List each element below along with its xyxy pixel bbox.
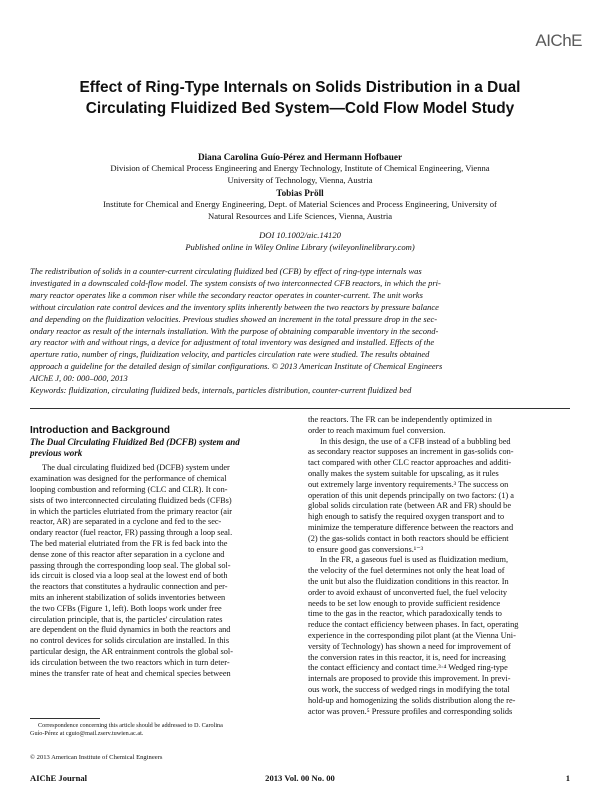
text-line: examination was designed for the performance of chemical [30,474,227,484]
left-column [30,415,292,679]
text-line: Keywords: fluidization, circulating fluidized beds, internals, particles distribution, counter-current fluidized bed [30,385,412,396]
text-line: dense zone of this reactor after separation in a cyclone and [30,549,225,559]
text-line: reduce the contact efficiency between phases. In fact, operating [308,620,519,630]
copyright-notice: © 2013 American Institute of Chemical Engineers [30,754,163,761]
text-line: sists of two interconnected circulating fluidized beds (CFBs) [30,495,232,505]
subsection-line: The Dual Circulating Fluidized Bed (DCFB) system and [30,437,240,447]
text-line: (2) the gas-solids contact in both reactors should be efficient [308,533,509,543]
text-line: approach a guideline for the detailed design of similar configurations. © 2013 American Institute of Chemical Engineers [30,361,443,372]
text-line: hold-up and homogenizing the solids distribution along the re- [308,695,516,705]
text-line: time to the gas in the reactor, which paradoxically tends to [308,609,502,619]
affiliation-line: Division of Chemical Process Engineering and Energy Technology, Institute of Chemical Engineering, Vienna [110,163,490,173]
text-line: in which the particles elutriated from the primary reactor (air [30,506,233,516]
footnote-line: Guío-Pérez at cguio@mail.zserv.tuwien.ac.at. [30,730,144,738]
text-line: ondary reactor as result of the internals installation. With the purpose of obtaining comparable inventory in the second- [30,325,439,336]
right-body-text [308,415,570,717]
text-line: minimize the temperature difference between the reactors and [308,522,514,532]
text-line: mary reactor operates like a common riser while the secondary reactor operates in counter-current. The unit works [30,289,423,300]
doi[interactable]: DOI 10.1002/aic.14120 [259,230,341,240]
text-line: internals are proposed to provide this improvement. In previ- [308,674,511,684]
text-line: mits an inherent stabilization of solids inventories between [30,592,226,602]
text-line: The dual circulating fluidized bed (DCFB) system under [42,463,230,473]
text-line: ous work, the success of wedged rings in modifying the total [308,684,510,694]
authors-primary: Diana Carolina Guío-Pérez and Hermann Hofbauer [197,152,403,162]
text-line: global solids circulation rate (between AR and FR) should be [308,501,512,511]
doi-block [30,230,570,254]
footer-journal: AIChE Journal [30,773,88,783]
journal-brand: AIChE [535,31,582,50]
footer-page-number: 1 [565,773,570,783]
section-heading: Introduction and Background [30,425,170,436]
text-line: the reactors that constitutes a hydraulic connection and per- [30,582,228,592]
footnote-divider [30,718,100,719]
text-line: the reactors. The FR can be independently optimized in [308,415,492,424]
text-line: The redistribution of solids in a counter-current circulating fluidized bed (CFB) by effect of ring-type internals was [30,266,422,276]
text-line: high enough to satisfy the required oxygen transport and to [308,512,505,522]
subsection-line: previous work [30,448,83,459]
text-line: the unit but also the fluidization conditions in this reactor. In [308,576,509,586]
authors-secondary: Tobias Pröll [276,188,324,198]
correspondence-footnote [30,722,292,738]
text-line: needs to be set low enough to provide sufficient residence [308,598,501,608]
published-online: Published online in Wiley Online Library (wileyonlinelibrary.com) [185,241,415,252]
text-line: order to avoid exhaust of unconverted fuel, the fuel velocity [308,587,508,597]
text-line: onally makes the system suitable for upscaling, as it rules [308,468,499,478]
abstract [30,266,570,397]
text-line: ids circulation between the two reactors which in turn deter- [30,657,230,667]
title-line: Circulating Fluidized Bed System—Cold Flow Model Study [85,100,515,117]
text-line: In the FR, a gaseous fuel is used as fluidization medium, [320,555,509,565]
text-line: the contact efficiency and contact time.³·⁴ Wedged ring-type [308,663,508,673]
text-line: aperture ratio, number of rings, fluidization velocity, and particles circulation rate were studied. The results obtained [30,349,430,360]
text-line: In this design, the use of a CFB instead of a bubbling bed [320,436,511,446]
text-line: tact compared with other CLC reactor approaches and additi- [308,458,512,468]
text-line: the velocity of the fuel determines not only the heat load of [308,566,505,576]
text-line: actor was proven.⁵ Pressure profiles and corresponding solids [308,706,513,716]
affiliation-line: Institute for Chemical and Energy Engineering, Dept. of Material Sciences and Process Engineering, University of [103,199,497,209]
text-line: are dependent on the fluid dynamics in both the reactors and [30,625,231,635]
text-line: no control devices for solids circulation are installed. In this [30,636,230,646]
text-line: ids circuit is closed via a loop seal at the lowest end of both [30,571,228,581]
article-title [60,77,540,119]
affiliation-line: University of Technology, Vienna, Austria [227,174,373,185]
text-line: mines the transfer rate of heat and chemical species between [30,668,231,678]
text-line: versity of Technology) has shown a need for improvement of [308,641,511,651]
text-line: The bed material elutriated from the FR is fed back into the [30,538,228,548]
affiliation-line: Natural Resources and Life Sciences, Vienna, Austria [207,210,393,221]
text-line: as secondary reactor supposes an increment in gas-solids con- [308,447,514,457]
footer-issue: 2013 Vol. 00 No. 00 [265,773,335,783]
affiliation-secondary [30,199,570,223]
right-column [308,415,570,717]
text-line: without circulation rate control devices and the inventory splits inherently between the two reactors by pressure balance [30,301,439,312]
text-line: out extremely large inventory requirements.³ The success on [308,479,509,489]
text-line: the two CFBs (Figure 1, left). Both loops work under free [30,603,222,613]
text-line: AIChE J, 00: 000–000, 2013 [30,373,128,384]
title-line: Effect of Ring-Type Internals on Solids Distribution in a Dual [79,79,521,96]
text-line: particular design, the AR entrainment controls the global sol- [30,646,233,656]
text-line: and depending on the fluidization velocities. Previous studies showed an increment in the total pressure drop in the sec- [30,313,438,324]
text-line: ondary reactor (fuel reactor, FR) passing through a loop seal. [30,528,233,538]
text-line: reactor, AR) are separated in a cyclone and fed to the sec- [30,517,222,527]
text-line: ary reactor with and without rings, a device for adjustment of total inventory was designed and installed. Effects of the [30,337,435,348]
text-line: circulation principle, that is, the particles' circulation rates [30,614,223,624]
text-line: the conversion rates in this reactor, it is, need for increasing [308,652,506,662]
text-line: looping combustion and reforming (CLC and CLR). It con- [30,485,228,494]
text-line: experience in the corresponding pilot plant (at the Vienna Uni- [308,630,516,640]
abstract-divider [30,408,570,409]
text-line: passing through the corresponding loop seal. The global sol- [30,560,231,570]
left-body-text [30,463,292,679]
subsection-heading [30,437,292,459]
text-line: investigated in a downscaled cold-flow model. The system consists of two interconnected CFB reactors, in which the pri- [30,277,441,288]
footnote-line: Correspondence concerning this article should be addressed to D. Carolina [38,722,223,729]
affiliation-primary [30,163,570,187]
text-line: order to reach maximum fuel conversion. [308,425,446,435]
text-line: operation of this unit depends principally on two factors: (1) a [308,490,514,500]
text-line: to ensure good gas conversions.¹⁻³ [308,544,424,554]
